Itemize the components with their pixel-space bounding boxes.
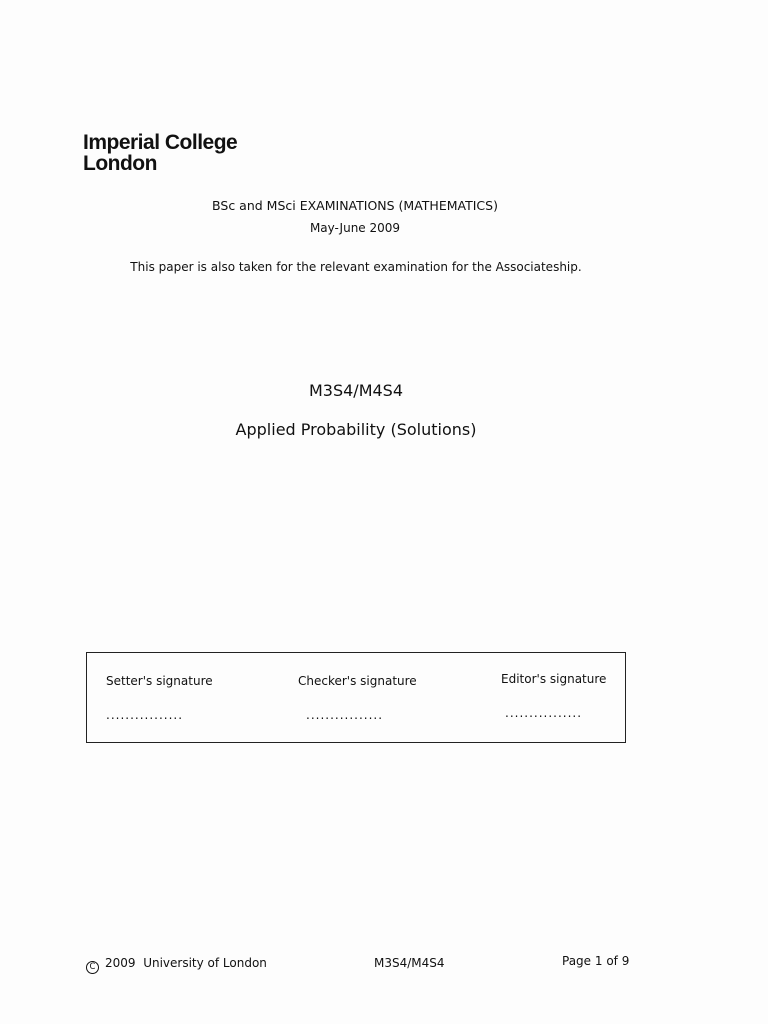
copyright-icon: C xyxy=(86,961,99,974)
associateship-note: This paper is also taken for the relevant examination for the Associateship. xyxy=(130,260,582,274)
footer-course-code: M3S4/M4S4 xyxy=(374,956,445,970)
exam-date: May-June 2009 xyxy=(309,221,401,235)
copyright-year: 2009 xyxy=(105,956,136,970)
copyright-holder: University of London xyxy=(143,956,267,970)
page-number: Page 1 of 9 xyxy=(562,954,630,968)
exam-heading: BSc and MSci EXAMINATIONS (MATHEMATICS) xyxy=(212,198,498,213)
imperial-college-logo xyxy=(83,132,237,174)
course-code: M3S4/M4S4 xyxy=(308,381,404,400)
logo-line-2: London xyxy=(83,152,157,175)
setter-signature-line: ................ xyxy=(106,708,184,722)
logo-line-1: Imperial College xyxy=(83,131,238,154)
checker-signature-label: Checker's signature xyxy=(298,674,417,688)
course-title: Applied Probability (Solutions) xyxy=(235,420,477,439)
checker-signature-line: ................ xyxy=(306,708,384,722)
setter-signature-label: Setter's signature xyxy=(106,674,213,688)
editor-signature-label: Editor's signature xyxy=(501,672,607,686)
signature-box xyxy=(86,652,626,743)
editor-signature-line: ................ xyxy=(505,706,583,720)
footer-copyright xyxy=(86,956,267,974)
